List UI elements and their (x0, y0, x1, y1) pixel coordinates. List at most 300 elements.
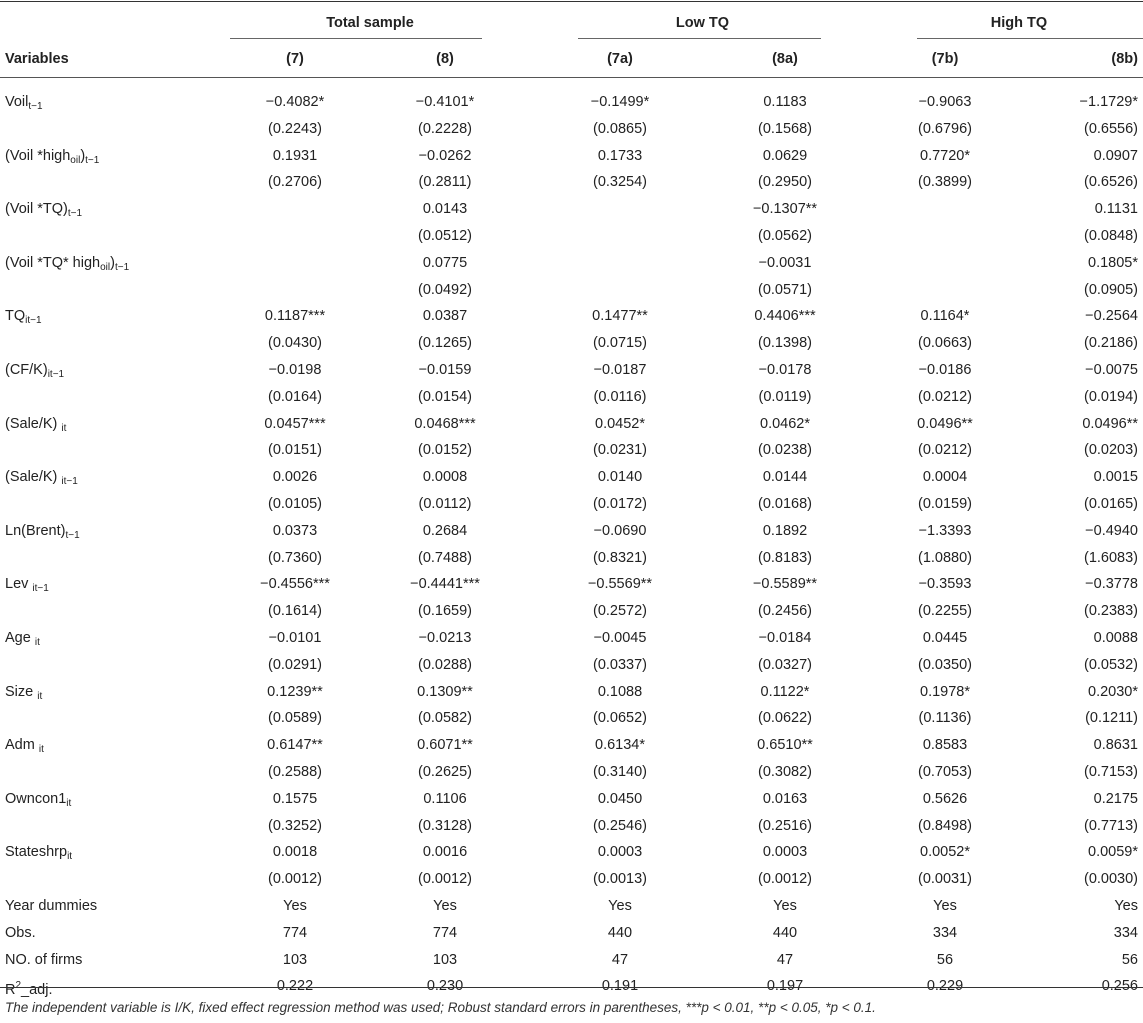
table-cell: −0.5569** (587, 576, 653, 593)
row-label-suffix: )$_{t-1}$ (80, 147, 100, 166)
table-body (0, 89, 1143, 1000)
table-cell: −0.0045 (593, 629, 647, 646)
table-cell: 0.1892 (762, 522, 808, 539)
table-cell: (0.2706) (267, 174, 322, 191)
table-cell: (0.0865) (592, 120, 647, 137)
table-cell: 0.1088 (597, 683, 643, 700)
table-cell: −0.0187 (593, 361, 647, 378)
table-cell: −0.3593 (918, 576, 972, 593)
table-cell: (0.0291) (267, 656, 322, 673)
table-cell: 0.0496** (1082, 415, 1138, 432)
row-label-text: Lev (5, 576, 33, 593)
row-label-subscript: it (37, 690, 43, 702)
table-cell: (0.3899) (917, 174, 972, 191)
row-label (5, 89, 43, 116)
table-cell: −0.0262 (418, 147, 472, 164)
table-row (0, 732, 1143, 759)
table-cell (880, 196, 1010, 223)
table-row (0, 303, 1143, 330)
table-cell: 103 (282, 951, 308, 968)
group-header-low-tq: Low TQ (675, 15, 730, 31)
table-cell: (0.0154) (417, 388, 472, 405)
table-cell: (0.2811) (418, 174, 472, 191)
table-cell: Yes (608, 897, 632, 914)
table-row (0, 545, 1143, 572)
table-row (0, 786, 1143, 813)
row-label-subscript: oil (70, 154, 81, 166)
table-cell: −0.0031 (758, 254, 812, 271)
table-cell: (0.0715) (592, 335, 647, 352)
table-cell: (0.0622) (757, 710, 812, 727)
table-cell: (0.2255) (917, 603, 972, 620)
table-cell: 0.1183 (763, 94, 807, 110)
row-label-text: NO. of firms (5, 951, 83, 968)
row-label (5, 250, 129, 277)
table-cell: (0.0172) (592, 495, 647, 512)
row-label (5, 893, 97, 920)
table-cell: 47 (611, 951, 629, 968)
header-rule (0, 77, 1143, 78)
row-label (5, 411, 66, 438)
table-row (0, 437, 1143, 464)
table-row (0, 89, 1143, 116)
table-cell: (0.2228) (417, 120, 472, 137)
table-row (0, 384, 1143, 411)
row-label (5, 786, 71, 813)
table-cell: −0.9063 (918, 94, 972, 110)
table-cell: −0.4940 (1085, 522, 1138, 539)
table-cell: 56 (936, 951, 954, 968)
table-cell: Yes (433, 897, 457, 914)
row-label-text: Adm (5, 737, 39, 754)
table-row (0, 813, 1143, 840)
table-cell: (0.0119) (758, 388, 812, 405)
table-cell (230, 196, 360, 223)
table-cell: 0.0373 (272, 522, 318, 539)
table-cell: (0.0164) (267, 388, 322, 405)
table-cell: −0.4082* (265, 94, 325, 110)
table-cell: Yes (933, 897, 957, 914)
table-cell: −0.4556*** (260, 576, 330, 593)
table-cell: −1.1729* (1079, 94, 1138, 110)
table-cell: 0.0004 (922, 469, 968, 486)
variables-header: Variables (5, 51, 69, 67)
table-cell: 0.0008 (422, 469, 468, 486)
row-label-text: (Sale/K) (5, 469, 62, 486)
table-cell: (0.0112) (418, 495, 472, 512)
table-row (0, 411, 1143, 438)
table-cell: (0.6556) (1083, 120, 1138, 137)
table-cell: 0.8583 (922, 737, 968, 754)
row-label-text: Stateshrp (5, 844, 68, 861)
column-header: (8b) (1111, 51, 1138, 67)
table-cell: (0.0013) (592, 871, 647, 888)
table-cell: 0.2030* (1088, 683, 1138, 700)
table-cell: 0.1131 (1094, 201, 1138, 218)
table-cell: (0.0582) (417, 710, 472, 727)
table-cell: (0.0288) (417, 656, 472, 673)
table-cell: 0.0496** (917, 415, 973, 432)
table-cell: 0.1978* (920, 683, 970, 700)
table-cell: 0.191 (601, 978, 639, 995)
table-cell: 0.0907 (1093, 147, 1138, 164)
table-cell: (0.6526) (1083, 174, 1138, 191)
table-cell: 0.0015 (1093, 469, 1138, 486)
table-cell: (0.0562) (757, 227, 812, 244)
table-cell: 0.1733 (597, 147, 643, 164)
table-cell: (0.0905) (1083, 281, 1138, 298)
column-header: (8) (436, 51, 454, 67)
table-cell (230, 223, 360, 250)
row-label-subscript: t−1 (67, 208, 83, 220)
table-cell: 0.0003 (762, 844, 808, 861)
table-cell: 0.1164* (920, 308, 970, 325)
table-cell: (0.3254) (592, 174, 647, 191)
table-cell: 0.0387 (422, 308, 468, 325)
group-header-high-tq: High TQ (990, 15, 1048, 31)
table-cell: −0.1307** (752, 201, 818, 218)
table-cell: (0.8498) (917, 817, 972, 834)
table-bottom-rule (0, 987, 1143, 988)
table-cell: 0.0163 (762, 790, 808, 807)
row-label-suffix: )$_{t-1}$ (110, 254, 130, 273)
table-cell: (0.2546) (592, 817, 647, 834)
table-row (0, 330, 1143, 357)
row-label-text: Age (5, 629, 35, 646)
row-label-text: Ln(Brent) (5, 522, 66, 539)
table-cell: −0.0184 (758, 629, 812, 646)
table-cell: 0.2175 (1093, 790, 1138, 807)
table-cell: 0.0003 (597, 844, 643, 861)
table-cell: −0.0159 (418, 361, 472, 378)
row-label-text: (Voil *TQ) (5, 201, 68, 218)
row-label-subscript: it−1 (32, 583, 49, 595)
row-label-subscript: it−1 (61, 476, 78, 488)
table-cell: (0.0238) (757, 442, 812, 459)
row-label (5, 518, 80, 545)
row-label-subscript: it−1 (25, 315, 42, 327)
table-cell: 774 (282, 924, 308, 941)
table-cell: (0.1265) (417, 335, 472, 352)
table-row (0, 947, 1143, 974)
table-row (0, 625, 1143, 652)
table-cell: −0.3778 (1085, 576, 1138, 593)
table-cell: 0.0059* (1088, 844, 1138, 861)
table-row (0, 250, 1143, 277)
row-label (5, 196, 82, 223)
table-cell: (0.0512) (417, 227, 472, 244)
table-cell: 0.6071** (417, 737, 473, 754)
table-cell: 0.0016 (422, 844, 468, 861)
table-cell: (0.0212) (917, 442, 972, 459)
table-cell: Yes (773, 897, 797, 914)
row-label-subscript: t−1 (28, 101, 43, 112)
group-header-total-sample: Total sample (326, 15, 414, 31)
table-cell: 0.1575 (272, 790, 318, 807)
table-cell: (0.0337) (592, 656, 647, 673)
row-label-subscript: it (61, 422, 67, 434)
table-cell: (0.0012) (417, 871, 472, 888)
row-label (5, 625, 40, 652)
table-cell: (0.3252) (267, 817, 322, 834)
row-label-subscript: oil (100, 261, 111, 273)
table-cell: 0.230 (426, 978, 464, 995)
group-rule-total-sample (230, 38, 482, 39)
table-cell: 0.0144 (762, 469, 808, 486)
table-cell (880, 250, 1010, 277)
table-cell: 0.0018 (272, 844, 318, 861)
row-label (5, 947, 82, 974)
table-cell: (0.0212) (917, 388, 972, 405)
table-cell (230, 250, 360, 277)
table-cell: −0.5589** (752, 576, 818, 593)
table-cell: (0.0012) (757, 871, 812, 888)
table-row (0, 357, 1143, 384)
table-cell: −0.0198 (268, 361, 322, 378)
table-cell: (0.0327) (757, 656, 812, 673)
row-label-superscript: 2 (15, 980, 22, 992)
table-cell (555, 223, 685, 250)
table-cell: (0.7360) (267, 549, 322, 566)
row-label-subscript: it (38, 744, 44, 756)
table-row (0, 169, 1143, 196)
row-label-subscript: it−1 (47, 368, 65, 380)
table-row (0, 491, 1143, 518)
table-cell: 0.0775 (422, 254, 468, 271)
table-cell: (0.3082) (757, 763, 812, 780)
table-cell: (0.8321) (592, 549, 647, 566)
table-cell: (0.3128) (417, 817, 472, 834)
table-cell: (0.0589) (267, 710, 322, 727)
table-cell: (0.2950) (757, 174, 812, 191)
row-label-subscript: t−1 (114, 261, 130, 273)
table-cell: (0.7153) (1083, 763, 1138, 780)
table-cell: Yes (283, 897, 307, 914)
row-label (5, 839, 72, 866)
table-cell: (0.0492) (417, 281, 472, 298)
table-cell (230, 277, 360, 304)
table-footnote: The independent variable is I/K, fixed effect regression method was used; Robust standard errors in parentheses, ***p < 0.01, **p < 0.05, *p < 0.1. (5, 1000, 876, 1015)
table-cell: 0.1239** (267, 683, 323, 700)
table-cell: 0.6134* (595, 737, 645, 754)
table-cell: 440 (607, 924, 633, 941)
table-cell (880, 223, 1010, 250)
table-row (0, 464, 1143, 491)
table-cell (555, 196, 685, 223)
row-label (5, 920, 36, 947)
row-label-subscript: t−1 (65, 529, 80, 541)
row-label (5, 732, 44, 759)
table-cell: (0.2383) (1083, 603, 1138, 620)
table-row (0, 196, 1143, 223)
table-cell: 103 (432, 951, 458, 968)
table-cell: (0.2625) (417, 763, 472, 780)
column-header: (7a) (607, 51, 633, 67)
table-cell: 0.0052* (920, 844, 970, 861)
table-cell: (0.1659) (417, 603, 472, 620)
table-cell: 0.1805* (1088, 254, 1138, 271)
table-cell: 0.0140 (597, 469, 643, 486)
table-cell: (0.2572) (592, 603, 647, 620)
table-row (0, 893, 1143, 920)
table-cell: 0.1122* (760, 683, 810, 700)
table-cell: (0.2588) (267, 763, 322, 780)
table-cell: (0.1211) (1085, 710, 1138, 727)
column-header: (7b) (931, 51, 959, 67)
row-label (5, 357, 64, 384)
table-cell: 0.0450 (597, 790, 643, 807)
table-cell: (0.2243) (267, 120, 322, 137)
table-cell: (1.6083) (1083, 549, 1138, 566)
table-cell: 0.4406*** (754, 308, 816, 325)
table-row (0, 518, 1143, 545)
table-cell: (0.0165) (1083, 495, 1138, 512)
table-cell: 0.6510** (757, 737, 813, 754)
table-cell: 0.0462* (760, 415, 810, 432)
table-cell: −1.3393 (918, 522, 972, 539)
table-cell: (0.1568) (757, 120, 812, 137)
table-cell: (0.0350) (917, 656, 972, 673)
table-cell: 0.0143 (422, 201, 468, 218)
table-cell (880, 277, 1010, 304)
table-cell: −0.0690 (593, 522, 647, 539)
row-label-subscript: t−1 (85, 154, 100, 166)
table-cell: (0.6796) (917, 120, 972, 137)
table-cell: (0.7713) (1083, 817, 1138, 834)
table-row (0, 920, 1143, 947)
table-cell: −0.0186 (918, 361, 972, 378)
table-cell: (0.1614) (267, 603, 322, 620)
table-cell: (0.0430) (267, 335, 322, 352)
table-cell: −0.0101 (268, 629, 322, 646)
table-cell: (0.0151) (267, 442, 322, 459)
table-row (0, 223, 1143, 250)
table-cell: 334 (1113, 924, 1138, 941)
table-cell: 334 (932, 924, 958, 941)
table-cell: (0.0030) (1083, 871, 1138, 888)
row-label-text: Owncon1 (5, 790, 67, 807)
table-cell: (0.0652) (592, 710, 647, 727)
row-label-subscript: it (66, 797, 72, 809)
table-cell: −0.1499* (590, 94, 650, 110)
table-cell: 56 (1121, 951, 1138, 968)
table-cell: 0.222 (276, 978, 314, 995)
table-cell: 0.0468*** (414, 415, 476, 432)
row-label (5, 303, 42, 330)
row-label-text: (Voil *TQ* high (5, 254, 101, 271)
row-label-text: Year dummies (5, 897, 98, 914)
table-cell: 0.1931 (272, 147, 318, 164)
table-cell: (0.2516) (757, 817, 812, 834)
table-cell: 0.8631 (1093, 737, 1138, 754)
table-cell (555, 277, 685, 304)
table-cell: 0.229 (926, 978, 964, 995)
table-row (0, 598, 1143, 625)
table-cell: −0.2564 (1085, 308, 1138, 325)
table-cell: 0.0457*** (264, 415, 326, 432)
table-row (0, 679, 1143, 706)
row-label-subscript: it (67, 851, 73, 863)
row-label-text: Size (5, 683, 38, 700)
table-cell: 0.0026 (272, 469, 318, 486)
table-cell: Yes (1114, 897, 1138, 914)
table-cell: 0.1477** (592, 308, 648, 325)
table-cell: 0.0445 (922, 629, 968, 646)
table-cell: 0.7720* (920, 147, 970, 164)
row-label-text: (Voil *high (5, 147, 71, 164)
table-cell: 0.0629 (762, 147, 808, 164)
row-label-text: TQ (5, 308, 26, 325)
row-label (5, 143, 99, 170)
table-cell: 0.256 (1101, 978, 1138, 995)
table-cell: −0.4441*** (410, 576, 480, 593)
table-cell: (0.1398) (757, 335, 812, 352)
table-cell: (0.0031) (917, 871, 972, 888)
row-label (5, 679, 42, 706)
row-label (5, 571, 49, 598)
table-cell: 0.0452* (595, 415, 645, 432)
column-header: (7) (286, 51, 304, 67)
table-row (0, 759, 1143, 786)
table-cell: (0.0848) (1083, 227, 1138, 244)
row-label (5, 464, 78, 491)
column-header: (8a) (772, 51, 798, 67)
row-label-text: Obs. (5, 924, 36, 941)
table-cell (555, 250, 685, 277)
table-cell: (0.0152) (417, 442, 472, 459)
table-row (0, 571, 1143, 598)
table-cell: (0.1136) (918, 710, 972, 727)
table-cell: (0.0203) (1083, 442, 1138, 459)
table-cell: 0.197 (766, 978, 804, 995)
table-cell: 47 (776, 951, 794, 968)
table-cell: 0.2684 (422, 522, 468, 539)
table-cell: (0.0159) (917, 495, 972, 512)
row-label-text: R (5, 982, 16, 999)
table-cell: 0.6147** (267, 737, 323, 754)
group-rule-low-tq (578, 38, 821, 39)
table-cell: (0.3140) (592, 763, 647, 780)
table-cell: 0.1187*** (264, 308, 326, 325)
row-label-subscript: it (34, 636, 40, 648)
table-cell: (1.0880) (917, 549, 972, 566)
row-label-text: (Sale/K) (5, 415, 62, 432)
table-cell: (0.0168) (757, 495, 812, 512)
table-cell: 774 (432, 924, 458, 941)
table-cell: (0.0105) (267, 495, 322, 512)
table-row (0, 143, 1143, 170)
table-cell: (0.0571) (757, 281, 812, 298)
table-cell: −0.0213 (418, 629, 472, 646)
table-cell: (0.0194) (1083, 388, 1138, 405)
table-cell: 0.0088 (1093, 629, 1138, 646)
group-rule-high-tq (917, 38, 1143, 39)
row-label-text: (CF/K) (5, 361, 48, 378)
table-cell: −0.0178 (758, 361, 812, 378)
table-row (0, 705, 1143, 732)
table-row (0, 652, 1143, 679)
table-cell: −0.4101* (415, 94, 475, 110)
table-cell: 0.1309** (417, 683, 473, 700)
table-cell: (0.0663) (917, 335, 972, 352)
table-cell: 0.5626 (922, 790, 968, 807)
table-cell: 0.1106 (423, 790, 467, 807)
table-cell: (0.7488) (417, 549, 472, 566)
table-row (0, 839, 1143, 866)
table-cell: 440 (772, 924, 798, 941)
table-cell: (0.0012) (267, 871, 322, 888)
row-label-text: Voil (5, 94, 29, 110)
